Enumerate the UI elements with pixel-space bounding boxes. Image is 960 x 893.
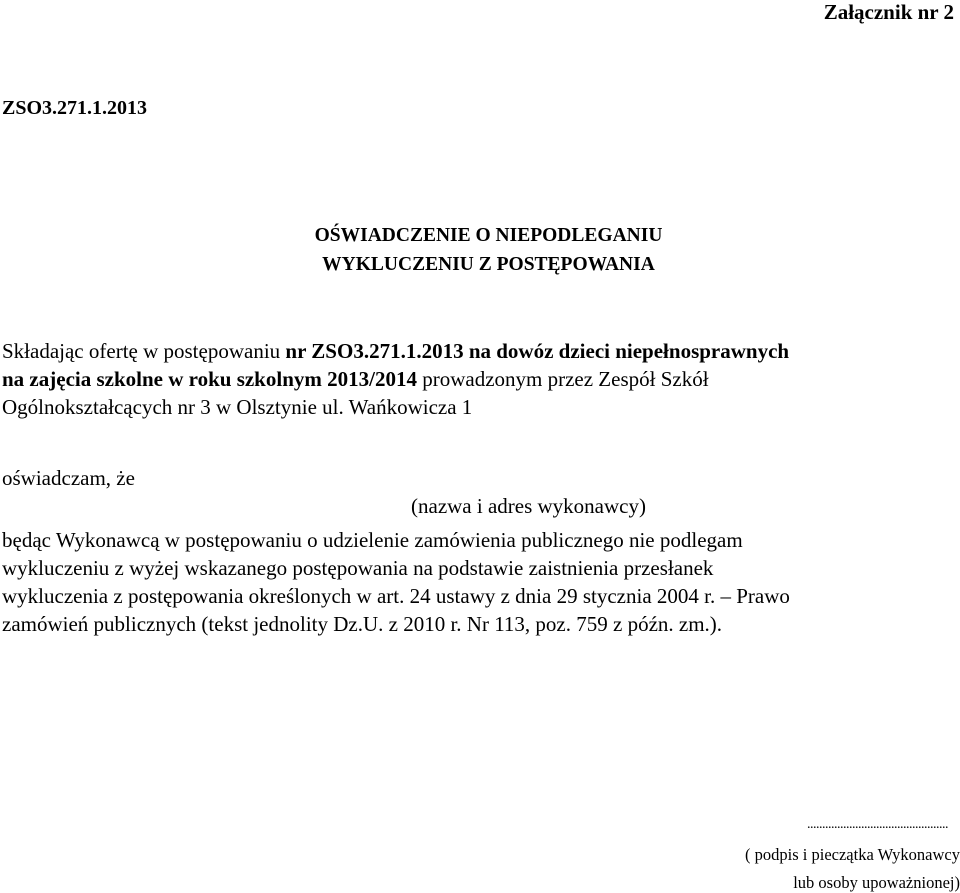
reference-number: ZSO3.271.1.2013 [2,97,148,119]
intro-line-2-bold: na zajęcia szkolne w roku szkolnym 2013/2014 [2,367,417,391]
body-line-2: wykluczeniu z wyżej wskazanego postępowania na podstawie zaistnienia przesłanek [2,556,714,580]
intro-line-1 [2,339,789,364]
signature-line-1: ( podpis i pieczątka Wykonawcy [745,845,960,864]
body-line-4: zamówień publicznych (tekst jednolity Dz.U. z 2010 r. Nr 113, poz. 759 z późn. zm.). [2,612,723,636]
intro-line-2 [2,367,709,392]
intro-line-1-plain: Składając ofertę w postępowaniu [2,339,286,363]
intro-line-3: Ogólnokształcących nr 3 w Olsztynie ul. Wańkowicza 1 [2,395,473,419]
intro-line-2-plain: prowadzonym przez Zespół Szkół [416,367,709,391]
intro-line-1-bold: nr ZSO3.271.1.2013 na dowóz dzieci niepełnosprawnych [285,339,790,363]
annex-label: Załącznik nr 2 [823,0,954,24]
declaration-text: oświadczam, że [2,466,135,490]
body-line-3: wykluczenia z postępowania określonych w art. 24 ustawy z dnia 29 stycznia 2004 r. – Prawo [2,584,790,608]
signature-dots: ............................................... [807,817,948,832]
title-line-1: OŚWIADCZENIE O NIEPODLEGANIU [314,225,663,246]
body-line-1: będąc Wykonawcą w postępowaniu o udzielenie zamówienia publicznego nie podlegam [2,528,743,552]
contractor-placeholder: (nazwa i adres wykonawcy) [411,494,646,518]
title-line-2: WYKLUCZENIU Z POSTĘPOWANIA [322,254,655,275]
signature-line-2: lub osoby upoważnionej) [793,873,960,892]
